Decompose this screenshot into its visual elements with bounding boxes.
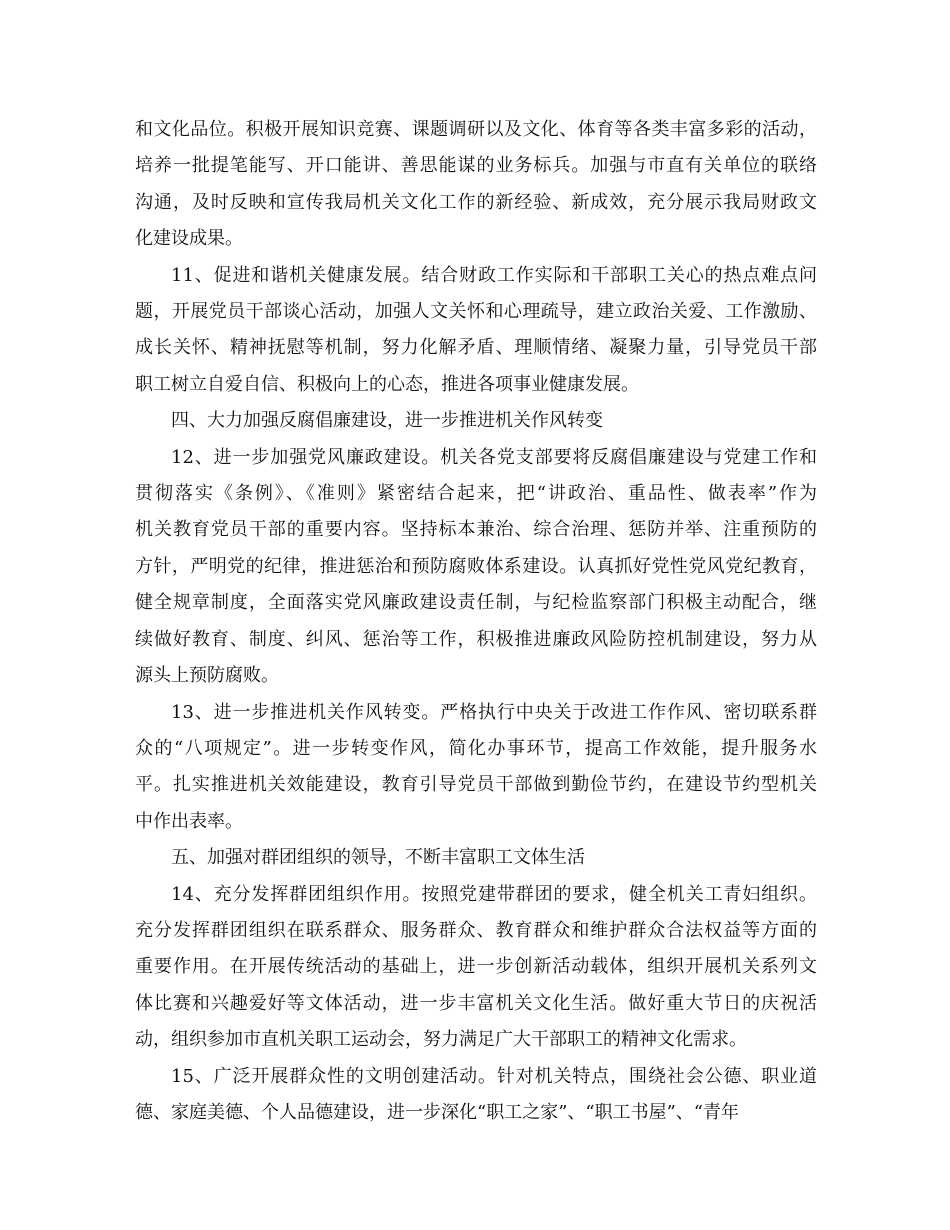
paragraph (135, 840, 817, 876)
paragraph (135, 877, 817, 1059)
text-line: 题，开展党员干部谈心活动，加强人文关怀和心理疏导，建立政治关爱、工作激励、 (135, 301, 817, 323)
text-line: 化建设成果。 (135, 228, 243, 250)
paragraph (135, 258, 817, 404)
text-line: 德、家庭美德、个人品德建设，进一步深化“职工之家”、“职工书屋”、“青年 (135, 1101, 740, 1123)
text-line: 方针，严明党的纪律，推进惩治和预防腐败体系建设。认真抓好党性党风党纪教育， (135, 555, 817, 577)
text-line: 源头上预防腐败。 (135, 665, 279, 687)
paragraph (135, 112, 817, 258)
text-line: 13、进一步推进机关作风转变。严格执行中央关于改进工作作风、密切联系群 (171, 701, 817, 723)
text-line: 充分发挥群团组织在联系群众、服务群众、教育群众和维护群众合法权益等方面的 (135, 919, 817, 941)
text-line: 职工树立自爱自信、积极向上的心态，推进各项事业健康发展。 (135, 373, 639, 395)
text-line: 动，组织参加市直机关职工运动会，努力满足广大干部职工的精神文化需求。 (135, 1029, 747, 1051)
text-line: 众的“八项规定”。进一步转变作风，简化办事环节，提高工作效能，提升服务水 (135, 737, 817, 759)
text-line: 贯彻落实《条例》、《准则》紧密结合起来，把“讲政治、重品性、做表率”作为 (135, 483, 817, 505)
text-line: 中作出表率。 (135, 810, 243, 832)
text-line: 15、广泛开展群众性的文明创建活动。针对机关特点，围绕社会公德、职业道 (171, 1065, 817, 1087)
text-line: 续做好教育、制度、纠风、惩治等工作，积极推进廉政风险防控机制建设，努力从 (135, 628, 817, 650)
paragraph (135, 1059, 817, 1132)
text-line: 11、促进和谐机关健康发展。结合财政工作实际和干部职工关心的热点难点问 (171, 264, 817, 286)
text-line: 成长关怀、精神抚慰等机制，努力化解矛盾、理顺情绪、凝聚力量，引导党员干部 (135, 337, 817, 359)
text-line: 沟通，及时反映和宣传我局机关文化工作的新经验、新成效，充分展示我局财政文 (135, 191, 817, 213)
paragraph (135, 695, 817, 841)
text-line: 重要作用。在开展传统活动的基础上，进一步创新活动载体，组织开展机关系列文 (135, 956, 817, 978)
text-line: 12、进一步加强党风廉政建设。机关各党支部要将反腐倡廉建设与党建工作和 (171, 446, 817, 468)
text-line: 平。扎实推进机关效能建设，教育引导党员干部做到勤俭节约，在建设节约型机关 (135, 774, 817, 796)
text-line: 健全规章制度，全面落实党风廉政建设责任制，与纪检监察部门积极主动配合，继 (135, 592, 817, 614)
text-line: 培养一批提笔能写、开口能讲、善思能谋的业务标兵。加强与市直有关单位的联络 (135, 155, 817, 177)
text-line: 14、充分发挥群团组织作用。按照党建带群团的要求，健全机关工青妇组织。 (171, 883, 817, 905)
paragraph (135, 403, 817, 439)
text-line: 五、加强对群团组织的领导，不断丰富职工文体生活 (171, 847, 585, 869)
text-line: 四、大力加强反腐倡廉建设，进一步推进机关作风转变 (171, 410, 603, 432)
paragraph (135, 440, 817, 695)
document-body (135, 112, 817, 1131)
text-line: 机关教育党员干部的重要内容。坚持标本兼治、综合治理、惩防并举、注重预防的 (135, 519, 817, 541)
text-line: 和文化品位。积极开展知识竞赛、课题调研以及文化、体育等各类丰富多彩的活动， (135, 119, 817, 140)
text-line: 体比赛和兴趣爱好等文体活动，进一步丰富机关文化生活。做好重大节日的庆祝活 (135, 992, 817, 1014)
